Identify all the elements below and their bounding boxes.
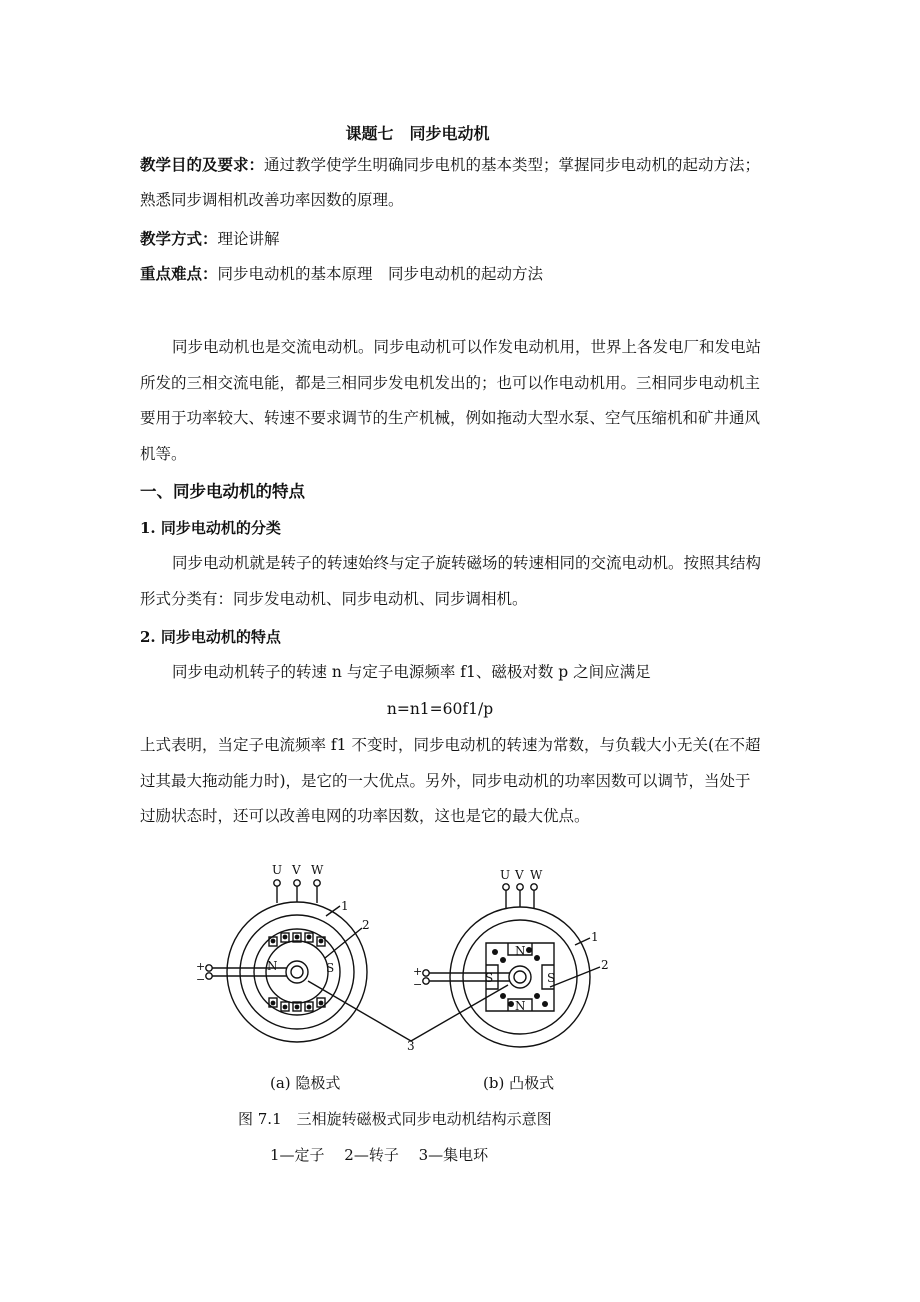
terminal-v-b: V — [515, 868, 524, 882]
sub2-line-1: 同步电动机转子的转速 n 与定子电源频率 f1、磁极对数 p 之间应满足 — [172, 663, 651, 681]
objectives-text: 通过教学使学生明确同步电机的基本类型；掌握同步电动机的起动方法； — [264, 156, 761, 174]
sub2-line-4: 过励状态时，还可以改善电网的功率因数，这也是它的最大优点。 — [140, 807, 590, 825]
pole-s-left-b: S — [485, 971, 494, 985]
caption-b: (b) 凸极式 — [483, 1074, 555, 1092]
terminal-w-a: W — [311, 863, 324, 877]
pole-n-a: N — [267, 959, 278, 973]
caption-a: (a) 隐极式 — [270, 1074, 341, 1092]
stator-inner-circle-b — [463, 920, 577, 1034]
callout-2-a: 2 — [362, 918, 370, 932]
pole-s-right-b: S — [547, 971, 556, 985]
stator-inner-circle — [240, 915, 354, 1029]
subsection-heading-1: 1. 同步电动机的分类 — [140, 519, 281, 537]
figure-b-salient-pole — [411, 884, 600, 1047]
intro-line-2: 所发的三相交流电能，都是三相同步发电机发出的；也可以作电动机用。三相同步电动机主 — [140, 374, 761, 392]
stator-outer-circle-b — [450, 907, 590, 1047]
figure-a-hidden-pole — [206, 880, 411, 1042]
intro-line-3: 要用于功率较大、转速不要求调节的生产机械，例如拖动大型水泵、空气压缩机和矿井通风 — [140, 409, 761, 427]
callout-1-b: 1 — [591, 930, 599, 944]
sub2-line-3: 过其最大拖动能力时)，是它的一大优点。另外，同步电动机的功率因数可以调节，当处于 — [140, 772, 751, 790]
slip-ring-outer-b — [509, 966, 531, 988]
objectives-label: 教学目的及要求： — [140, 155, 265, 174]
keypoints-text: 同步电动机的基本原理 同步电动机的起动方法 — [217, 265, 544, 283]
slip-ring-inner-b — [514, 971, 526, 983]
sub1-line-2: 形式分类有：同步发电动机、同步电动机、同步调相机。 — [140, 590, 528, 608]
stator-outer-circle — [227, 902, 367, 1042]
minus-sign-b: − — [413, 978, 423, 991]
callout-3: 3 — [407, 1039, 415, 1053]
page-title: 课题七 同步电动机 — [345, 124, 490, 143]
method-line — [140, 229, 785, 249]
sub2-line-2: 上式表明，当定子电流频率 f1 不变时，同步电动机的转速为常数，与负载大小无关(在不超 — [140, 736, 761, 754]
callout-1-a: 1 — [341, 899, 349, 913]
terminal-v-a: V — [292, 863, 301, 877]
plus-sign-b: + — [413, 965, 423, 978]
terminal-u-b: U — [500, 868, 511, 882]
minus-sign-a: − — [196, 973, 206, 986]
objectives-line-2: 熟悉同步调相机改善功率因数的原理。 — [140, 191, 404, 209]
section-heading: 一、同步电动机的特点 — [140, 482, 305, 501]
keypoints-line — [140, 264, 785, 284]
plus-sign-a: + — [196, 960, 206, 973]
terminal-w-b: W — [530, 868, 543, 882]
intro-line-1: 同步电动机也是交流电动机。同步电动机可以作发电动机用，世界上各发电厂和发电站 — [172, 338, 762, 356]
keypoints-label: 重点难点： — [140, 264, 218, 283]
callout-2-b: 2 — [601, 958, 609, 972]
terminal-u-a: U — [272, 863, 283, 877]
slip-ring-outer — [286, 961, 308, 983]
speed-formula: n=n1=60f1/p — [386, 700, 494, 718]
pole-n-bottom-b: N — [515, 999, 526, 1013]
sub1-line-1: 同步电动机就是转子的转速始终与定子旋转磁场的转速相同的交流电动机。按照其结构 — [172, 554, 762, 572]
pole-s-a: S — [326, 961, 335, 975]
intro-line-4: 机等。 — [140, 445, 187, 463]
pole-n-top-b: N — [515, 944, 526, 958]
objectives-line-1 — [140, 155, 785, 175]
method-text: 理论讲解 — [217, 230, 280, 248]
method-label: 教学方式： — [140, 229, 218, 248]
figure-legend: 1—定子 2—转子 3—集电环 — [270, 1146, 489, 1164]
slip-ring-inner — [291, 966, 303, 978]
subsection-heading-2: 2. 同步电动机的特点 — [140, 628, 281, 646]
figure-caption: 图 7.1 三相旋转磁极式同步电动机结构示意图 — [238, 1110, 552, 1128]
motor-structure-figure — [190, 855, 630, 1055]
